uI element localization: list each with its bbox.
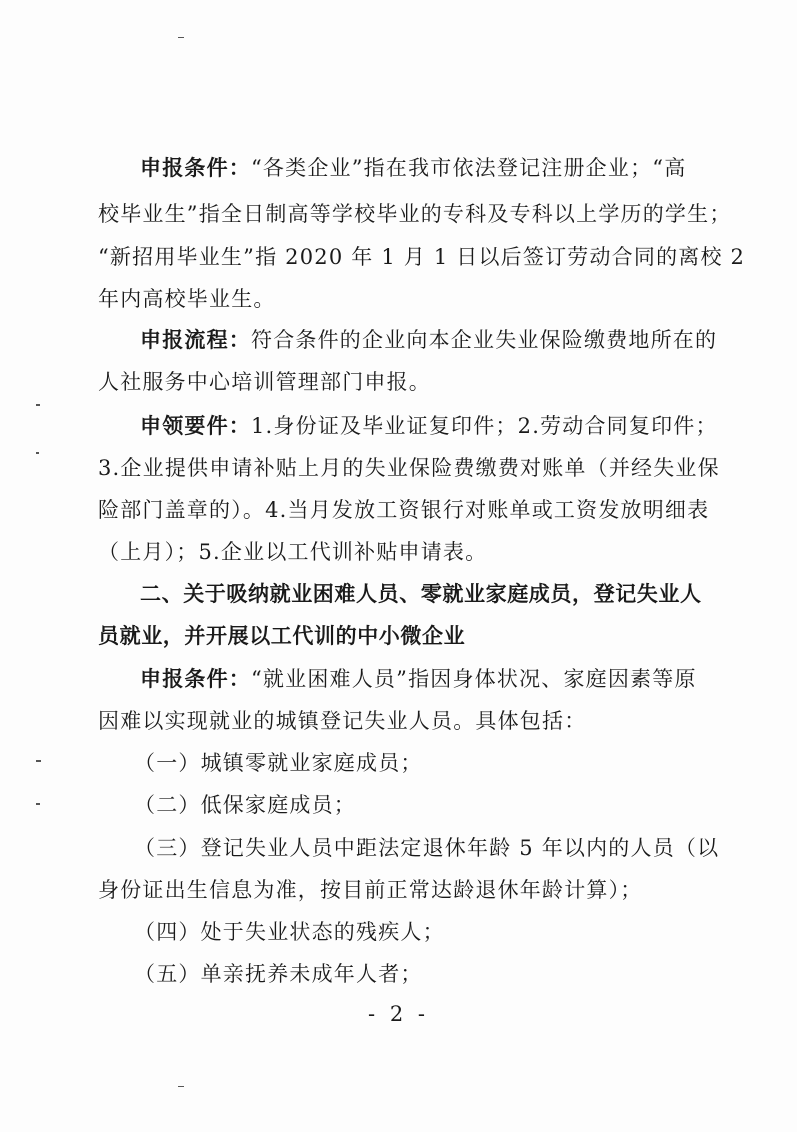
p1-label: 申报条件： (140, 156, 251, 180)
list-item-3-line-2: 身份证出生信息为准，按目前正常达龄退休年龄计算）； (98, 878, 643, 902)
p3-text-1: 1.身份证及毕业证复印件；2.劳动合同复印件； (251, 414, 718, 438)
p2-text-1: 符合条件的企业向本企业失业保险缴费地所在的 (251, 328, 718, 352)
list-item-2: （二）低保家庭成员； (134, 793, 356, 817)
p1-line-3: “新招用毕业生”指 2020 年 1 月 1 日以后签订劳动合同的离校 2 (98, 245, 746, 269)
p4-label: 申报条件： (140, 667, 251, 691)
p3-line-2: 3.企业提供申请补贴上月的失业保险费缴费对账单（并经失业保 (98, 456, 720, 480)
p4-text-1: “就业困难人员”指因身体状况、家庭因素等原 (251, 667, 697, 691)
scan-speck (178, 37, 184, 38)
scan-speck (178, 1086, 184, 1087)
p4-line-1 (140, 665, 697, 693)
list-item-5: （五）单亲抚养未成年人者； (134, 962, 423, 986)
scan-speck (36, 803, 40, 805)
page-number: - 2 - (368, 1002, 429, 1026)
list-item-3-line-1: （三）登记失业人员中距法定退休年龄 5 年以内的人员（以 (134, 836, 720, 860)
p2-label: 申报流程： (140, 328, 251, 352)
p1-line-2: 校毕业生”指全日制高等学校毕业的专科及专科以上学历的学生； (98, 202, 732, 226)
p3-line-4: （上月）；5.企业以工代训补贴申请表。 (98, 540, 488, 564)
p2-line-1 (140, 326, 717, 354)
p3-line-3: 险部门盖章的）。4.当月发放工资银行对账单或工资发放明细表 (98, 498, 710, 522)
scan-speck (36, 452, 39, 454)
p1-line-4: 年内高校毕业生。 (98, 287, 276, 311)
p4-line-2: 因难以实现就业的城镇登记失业人员。具体包括： (98, 709, 587, 733)
p3-label: 申领要件： (140, 414, 251, 438)
list-item-4: （四）处于失业状态的残疾人； (134, 920, 445, 944)
section-heading-line-2: 员就业，并开展以工代训的中小微企业 (98, 624, 466, 648)
p1-text-1: “各类企业”指在我市依法登记注册企业；“高 (251, 156, 687, 180)
scan-speck (36, 760, 41, 762)
p1-line-1 (140, 154, 686, 182)
scan-speck (36, 404, 40, 406)
p2-line-2: 人社服务中心培训管理部门申报。 (98, 370, 431, 394)
p3-line-1 (140, 412, 718, 440)
section-heading-line-1: 二、关于吸纳就业困难人员、零就业家庭成员，登记失业人 (140, 582, 702, 606)
list-item-1: （一）城镇零就业家庭成员； (134, 751, 423, 775)
